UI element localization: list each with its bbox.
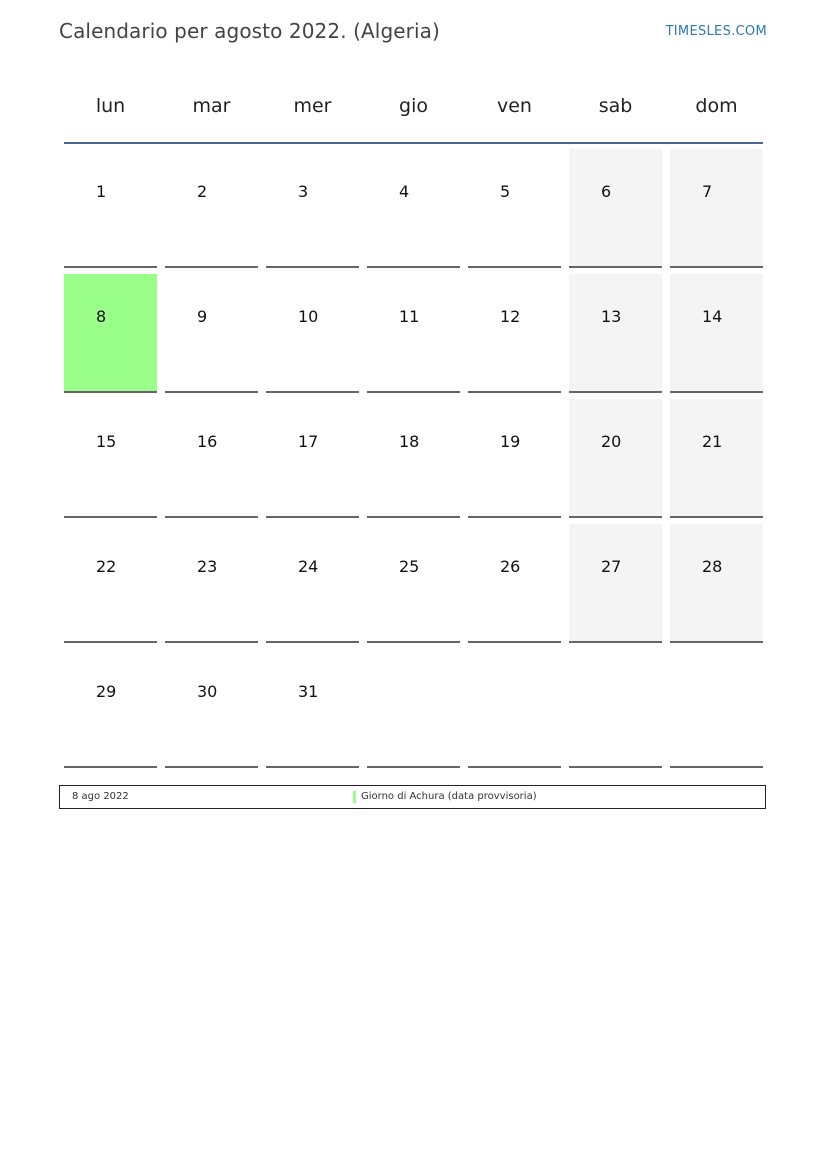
day-number: 24 xyxy=(298,557,319,576)
day-cell[interactable] xyxy=(165,274,258,393)
day-number: 16 xyxy=(197,432,218,451)
day-cell[interactable] xyxy=(670,274,763,393)
calendar-weeks xyxy=(62,144,765,769)
day-number: 17 xyxy=(298,432,319,451)
day-cell-empty xyxy=(367,649,460,768)
day-number: 27 xyxy=(601,557,622,576)
week-row xyxy=(62,644,765,769)
day-number: 5 xyxy=(500,182,511,201)
day-cell[interactable] xyxy=(266,274,359,393)
day-number: 3 xyxy=(298,182,309,201)
day-number: 7 xyxy=(702,182,713,201)
day-cell[interactable] xyxy=(266,649,359,768)
day-cell[interactable] xyxy=(569,149,662,268)
weekday-header: gio xyxy=(399,95,428,117)
day-number: 29 xyxy=(96,682,117,701)
day-cell[interactable] xyxy=(64,149,157,268)
day-cell[interactable] xyxy=(468,524,561,643)
day-cell[interactable] xyxy=(64,399,157,518)
day-cell[interactable] xyxy=(569,399,662,518)
day-cell[interactable] xyxy=(569,274,662,393)
week-row xyxy=(62,269,765,394)
day-cell-empty xyxy=(569,649,662,768)
day-cell[interactable] xyxy=(165,524,258,643)
day-number: 21 xyxy=(702,432,723,451)
brand-link[interactable]: TIMESLES.COM xyxy=(665,24,767,39)
day-number: 10 xyxy=(298,307,319,326)
weekday-header: mar xyxy=(192,95,231,117)
day-number: 2 xyxy=(197,182,208,201)
day-cell[interactable] xyxy=(367,399,460,518)
day-cell[interactable] xyxy=(367,524,460,643)
day-cell-empty xyxy=(468,649,561,768)
week-row xyxy=(62,394,765,519)
day-number: 31 xyxy=(298,682,319,701)
day-number: 1 xyxy=(96,182,107,201)
weekday-header: mer xyxy=(293,95,332,117)
day-cell[interactable] xyxy=(670,524,763,643)
day-cell[interactable] xyxy=(165,149,258,268)
day-number: 13 xyxy=(601,307,622,326)
day-number: 30 xyxy=(197,682,218,701)
week-row xyxy=(62,519,765,644)
day-cell[interactable] xyxy=(670,399,763,518)
day-number: 14 xyxy=(702,307,723,326)
day-number: 19 xyxy=(500,432,521,451)
day-cell[interactable] xyxy=(670,149,763,268)
day-cell[interactable] xyxy=(165,649,258,768)
day-number: 22 xyxy=(96,557,117,576)
calendar-grid xyxy=(62,70,765,769)
day-number: 15 xyxy=(96,432,117,451)
legend-holiday-name: Giorno di Achura (data provvisoria) xyxy=(361,791,537,802)
week-row xyxy=(62,144,765,269)
day-number: 20 xyxy=(601,432,622,451)
weekday-header-row xyxy=(62,70,765,142)
day-cell[interactable] xyxy=(367,274,460,393)
day-cell[interactable] xyxy=(266,524,359,643)
day-cell[interactable] xyxy=(569,524,662,643)
day-cell[interactable] xyxy=(266,399,359,518)
weekday-header: ven xyxy=(497,95,532,117)
day-number: 8 xyxy=(96,307,107,326)
day-cell[interactable] xyxy=(367,149,460,268)
day-number: 12 xyxy=(500,307,521,326)
day-number: 28 xyxy=(702,557,723,576)
day-cell[interactable] xyxy=(165,399,258,518)
day-cell[interactable] xyxy=(64,649,157,768)
day-number: 4 xyxy=(399,182,410,201)
day-cell[interactable] xyxy=(468,149,561,268)
day-cell[interactable] xyxy=(64,524,157,643)
day-cell-empty xyxy=(670,649,763,768)
day-cell[interactable] xyxy=(266,149,359,268)
legend-date: 8 ago 2022 xyxy=(72,791,129,802)
day-number: 18 xyxy=(399,432,420,451)
day-number: 25 xyxy=(399,557,420,576)
weekday-header: dom xyxy=(695,95,738,117)
holiday-legend xyxy=(59,785,766,809)
day-number: 6 xyxy=(601,182,612,201)
day-number: 9 xyxy=(197,307,208,326)
page-title: Calendario per agosto 2022. (Algeria) xyxy=(59,19,440,43)
day-cell[interactable] xyxy=(468,274,561,393)
day-cell[interactable] xyxy=(468,399,561,518)
legend-color-swatch xyxy=(353,791,356,803)
day-number: 26 xyxy=(500,557,521,576)
weekday-header: lun xyxy=(95,95,126,117)
weekday-header: sab xyxy=(598,95,633,117)
day-number: 23 xyxy=(197,557,218,576)
day-cell[interactable] xyxy=(64,274,157,393)
day-number: 11 xyxy=(399,307,420,326)
